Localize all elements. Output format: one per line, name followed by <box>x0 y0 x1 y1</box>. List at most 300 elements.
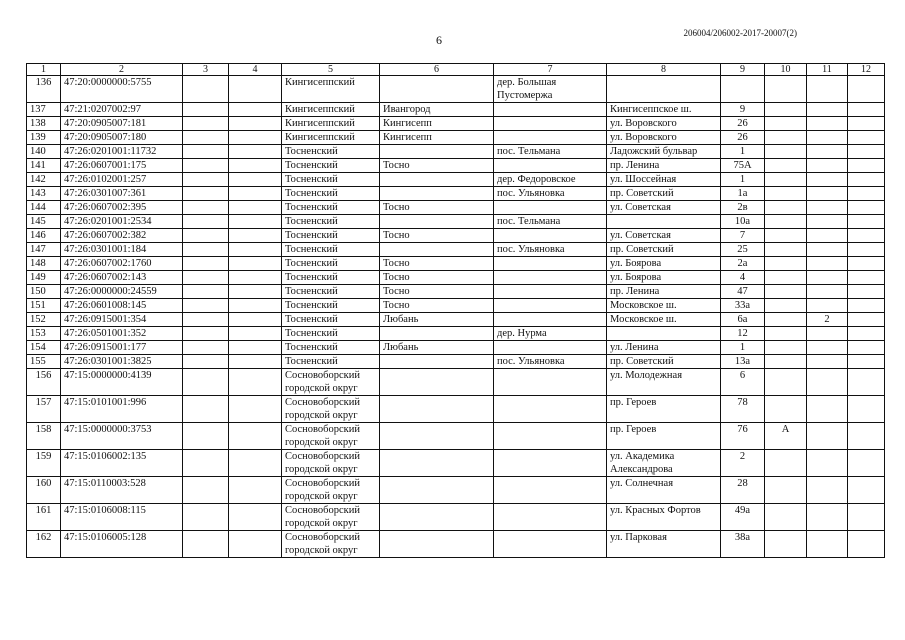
table-body <box>27 76 885 558</box>
district-cell: Кингисеппский <box>282 103 380 117</box>
cadastral-number-cell: 47:26:0915001:354 <box>61 313 183 327</box>
cell-col12-cell <box>848 76 885 103</box>
house-number-cell: 2 <box>721 450 765 477</box>
building-letter-cell <box>765 243 807 257</box>
house-number-cell: 25 <box>721 243 765 257</box>
cell-col3-cell <box>183 285 229 299</box>
street-cell: Кингисеппское ш. <box>607 103 721 117</box>
district-cell: Тосненский <box>282 243 380 257</box>
cell-col3-cell <box>183 423 229 450</box>
house-number-cell: 49а <box>721 504 765 531</box>
building-letter-cell <box>765 257 807 271</box>
cell-col12-cell <box>848 369 885 396</box>
cell-col4-cell <box>229 159 282 173</box>
street-cell: Московское ш. <box>607 313 721 327</box>
district-cell: Тосненский <box>282 229 380 243</box>
table-row <box>27 396 885 423</box>
district-cell: Тосненский <box>282 215 380 229</box>
row-number-cell: 157 <box>27 396 61 423</box>
cell-col3-cell <box>183 159 229 173</box>
cell-col12-cell <box>848 327 885 341</box>
cadastral-number-cell: 47:20:0905007:180 <box>61 131 183 145</box>
cadastral-number-cell: 47:26:0000000:24559 <box>61 285 183 299</box>
cell-col3-cell <box>183 327 229 341</box>
cell-col4-cell <box>229 355 282 369</box>
settlement-cell <box>494 117 607 131</box>
city-cell <box>380 423 494 450</box>
document-id: 206004/206002-2017-20007(2) <box>683 28 797 38</box>
row-number-cell: 139 <box>27 131 61 145</box>
city-cell: Тосно <box>380 285 494 299</box>
house-number-cell: 2в <box>721 201 765 215</box>
street-cell: пр. Советский <box>607 243 721 257</box>
city-cell: Тосно <box>380 257 494 271</box>
cell-col3-cell <box>183 131 229 145</box>
city-cell <box>380 450 494 477</box>
district-cell: Тосненский <box>282 271 380 285</box>
cell-col12-cell <box>848 477 885 504</box>
cell-col3-cell <box>183 504 229 531</box>
settlement-cell: пос. Тельмана <box>494 145 607 159</box>
row-number-cell: 146 <box>27 229 61 243</box>
cell-col4-cell <box>229 285 282 299</box>
city-cell <box>380 145 494 159</box>
row-number-cell: 138 <box>27 117 61 131</box>
cadastral-number-cell: 47:26:0501001:352 <box>61 327 183 341</box>
cell-col12-cell <box>848 173 885 187</box>
city-cell: Тосно <box>380 201 494 215</box>
settlement-cell <box>494 504 607 531</box>
city-cell <box>380 327 494 341</box>
settlement-cell <box>494 341 607 355</box>
cell-col4-cell <box>229 271 282 285</box>
row-number-cell: 149 <box>27 271 61 285</box>
street-cell <box>607 327 721 341</box>
street-cell: ул. Парковая <box>607 531 721 558</box>
building-number-cell <box>807 423 848 450</box>
settlement-cell: пос. Ульяновка <box>494 355 607 369</box>
settlement-cell: пос. Ульяновка <box>494 243 607 257</box>
settlement-cell <box>494 201 607 215</box>
table-row <box>27 215 885 229</box>
table-row <box>27 257 885 271</box>
table-row <box>27 271 885 285</box>
building-letter-cell <box>765 145 807 159</box>
column-header-5: 5 <box>282 64 380 76</box>
column-header-10: 10 <box>765 64 807 76</box>
cell-col3-cell <box>183 396 229 423</box>
house-number-cell: 33а <box>721 299 765 313</box>
building-number-cell <box>807 257 848 271</box>
building-letter-cell <box>765 103 807 117</box>
cadastral-number-cell: 47:15:0110003:528 <box>61 477 183 504</box>
cell-col4-cell <box>229 327 282 341</box>
cell-col4-cell <box>229 369 282 396</box>
house-number-cell: 38а <box>721 531 765 558</box>
cell-col12-cell <box>848 504 885 531</box>
house-number-cell: 1 <box>721 341 765 355</box>
cell-col12-cell <box>848 271 885 285</box>
cell-col3-cell <box>183 271 229 285</box>
building-number-cell <box>807 243 848 257</box>
district-cell: Тосненский <box>282 257 380 271</box>
city-cell <box>380 369 494 396</box>
table-row <box>27 313 885 327</box>
house-number-cell: 1а <box>721 187 765 201</box>
settlement-cell <box>494 450 607 477</box>
column-header-4: 4 <box>229 64 282 76</box>
city-cell: Тосно <box>380 271 494 285</box>
district-cell: Тосненский <box>282 299 380 313</box>
building-number-cell <box>807 131 848 145</box>
street-cell: ул. Боярова <box>607 271 721 285</box>
building-number-cell <box>807 117 848 131</box>
house-number-cell: 28 <box>721 477 765 504</box>
cell-col12-cell <box>848 257 885 271</box>
cell-col3-cell <box>183 173 229 187</box>
row-number-cell: 161 <box>27 504 61 531</box>
street-cell: пр. Ленина <box>607 159 721 173</box>
street-cell: ул. Советская <box>607 229 721 243</box>
cell-col12-cell <box>848 187 885 201</box>
cell-col3-cell <box>183 117 229 131</box>
city-cell: Тосно <box>380 299 494 313</box>
settlement-cell <box>494 229 607 243</box>
table-row <box>27 477 885 504</box>
cell-col4-cell <box>229 477 282 504</box>
cell-col4-cell <box>229 341 282 355</box>
cell-col12-cell <box>848 103 885 117</box>
table-row <box>27 369 885 396</box>
table-row <box>27 145 885 159</box>
building-letter-cell <box>765 396 807 423</box>
column-header-11: 11 <box>807 64 848 76</box>
row-number-cell: 144 <box>27 201 61 215</box>
cell-col4-cell <box>229 243 282 257</box>
building-letter-cell <box>765 477 807 504</box>
building-number-cell <box>807 285 848 299</box>
building-letter-cell <box>765 131 807 145</box>
cell-col4-cell <box>229 187 282 201</box>
cell-col12-cell <box>848 285 885 299</box>
building-letter-cell: А <box>765 423 807 450</box>
city-cell <box>380 187 494 201</box>
table-row <box>27 187 885 201</box>
cell-col4-cell <box>229 423 282 450</box>
row-number-cell: 136 <box>27 76 61 103</box>
row-number-cell: 156 <box>27 369 61 396</box>
street-cell: ул. Академика Александрова <box>607 450 721 477</box>
cell-col3-cell <box>183 215 229 229</box>
building-number-cell <box>807 450 848 477</box>
building-number-cell <box>807 369 848 396</box>
district-cell: Тосненский <box>282 187 380 201</box>
row-number-cell: 155 <box>27 355 61 369</box>
building-number-cell <box>807 327 848 341</box>
settlement-cell <box>494 477 607 504</box>
district-cell: Тосненский <box>282 159 380 173</box>
settlement-cell: дер. Большая Пустомержа <box>494 76 607 103</box>
table-row <box>27 504 885 531</box>
building-number-cell <box>807 504 848 531</box>
district-cell: Тосненский <box>282 355 380 369</box>
city-cell: Любань <box>380 313 494 327</box>
building-letter-cell <box>765 313 807 327</box>
district-cell: Тосненский <box>282 341 380 355</box>
street-cell: Московское ш. <box>607 299 721 313</box>
column-header-9: 9 <box>721 64 765 76</box>
column-header-6: 6 <box>380 64 494 76</box>
row-number-cell: 162 <box>27 531 61 558</box>
district-cell: Сосновоборский городской округ <box>282 396 380 423</box>
building-number-cell <box>807 477 848 504</box>
building-number-cell <box>807 187 848 201</box>
cell-col4-cell <box>229 76 282 103</box>
cell-col3-cell <box>183 355 229 369</box>
house-number-cell: 75А <box>721 159 765 173</box>
cell-col3-cell <box>183 257 229 271</box>
cell-col3-cell <box>183 201 229 215</box>
settlement-cell <box>494 285 607 299</box>
column-header-7: 7 <box>494 64 607 76</box>
row-number-cell: 137 <box>27 103 61 117</box>
house-number-cell <box>721 76 765 103</box>
cell-col3-cell <box>183 299 229 313</box>
settlement-cell: пос. Тельмана <box>494 215 607 229</box>
building-letter-cell <box>765 215 807 229</box>
city-cell <box>380 396 494 423</box>
table-row <box>27 76 885 103</box>
cell-col3-cell <box>183 313 229 327</box>
city-cell <box>380 173 494 187</box>
city-cell: Кингисепп <box>380 131 494 145</box>
row-number-cell: 158 <box>27 423 61 450</box>
building-number-cell <box>807 355 848 369</box>
cell-col4-cell <box>229 229 282 243</box>
cell-col12-cell <box>848 531 885 558</box>
cell-col12-cell <box>848 145 885 159</box>
settlement-cell: дер. Федоровское <box>494 173 607 187</box>
register-table <box>26 63 885 558</box>
cell-col4-cell <box>229 145 282 159</box>
column-header-2: 2 <box>61 64 183 76</box>
cell-col12-cell <box>848 396 885 423</box>
cell-col12-cell <box>848 299 885 313</box>
building-letter-cell <box>765 504 807 531</box>
street-cell: ул. Молодежная <box>607 369 721 396</box>
street-cell: ул. Солнечная <box>607 477 721 504</box>
city-cell: Тосно <box>380 159 494 173</box>
cell-col3-cell <box>183 243 229 257</box>
street-cell <box>607 215 721 229</box>
building-number-cell <box>807 271 848 285</box>
district-cell: Сосновоборский городской округ <box>282 450 380 477</box>
district-cell: Сосновоборский городской округ <box>282 531 380 558</box>
district-cell: Сосновоборский городской округ <box>282 423 380 450</box>
building-number-cell <box>807 159 848 173</box>
row-number-cell: 145 <box>27 215 61 229</box>
cell-col3-cell <box>183 187 229 201</box>
district-cell: Кингисеппский <box>282 76 380 103</box>
table-row <box>27 159 885 173</box>
cell-col3-cell <box>183 76 229 103</box>
cell-col3-cell <box>183 369 229 396</box>
house-number-cell: 76 <box>721 423 765 450</box>
building-letter-cell <box>765 341 807 355</box>
building-number-cell <box>807 173 848 187</box>
district-cell: Тосненский <box>282 173 380 187</box>
street-cell: ул. Боярова <box>607 257 721 271</box>
cadastral-number-cell: 47:21:0207002:97 <box>61 103 183 117</box>
column-header-12: 12 <box>848 64 885 76</box>
table-row <box>27 423 885 450</box>
cadastral-number-cell: 47:26:0301007:361 <box>61 187 183 201</box>
house-number-cell: 1 <box>721 145 765 159</box>
settlement-cell <box>494 531 607 558</box>
cadastral-number-cell: 47:15:0106005:128 <box>61 531 183 558</box>
street-cell: пр. Советский <box>607 355 721 369</box>
building-number-cell: 2 <box>807 313 848 327</box>
building-number-cell <box>807 76 848 103</box>
cadastral-number-cell: 47:26:0301001:3825 <box>61 355 183 369</box>
building-letter-cell <box>765 355 807 369</box>
settlement-cell <box>494 131 607 145</box>
cell-col12-cell <box>848 201 885 215</box>
settlement-cell <box>494 159 607 173</box>
house-number-cell: 9 <box>721 103 765 117</box>
cell-col12-cell <box>848 355 885 369</box>
cell-col4-cell <box>229 117 282 131</box>
district-cell: Кингисеппский <box>282 117 380 131</box>
building-number-cell <box>807 145 848 159</box>
cadastral-number-cell: 47:26:0201001:2534 <box>61 215 183 229</box>
cadastral-number-cell: 47:26:0915001:177 <box>61 341 183 355</box>
cell-col3-cell <box>183 145 229 159</box>
house-number-cell: 26 <box>721 131 765 145</box>
district-cell: Сосновоборский городской округ <box>282 504 380 531</box>
cell-col3-cell <box>183 450 229 477</box>
cadastral-number-cell: 47:15:0000000:3753 <box>61 423 183 450</box>
row-number-cell: 141 <box>27 159 61 173</box>
city-cell <box>380 477 494 504</box>
building-letter-cell <box>765 531 807 558</box>
settlement-cell: пос. Ульяновка <box>494 187 607 201</box>
city-cell <box>380 215 494 229</box>
street-cell: ул. Воровского <box>607 117 721 131</box>
street-cell: ул. Советская <box>607 201 721 215</box>
building-letter-cell <box>765 159 807 173</box>
settlement-cell: дер. Нурма <box>494 327 607 341</box>
house-number-cell: 12 <box>721 327 765 341</box>
table-row <box>27 229 885 243</box>
house-number-cell: 6а <box>721 313 765 327</box>
street-cell: пр. Героев <box>607 423 721 450</box>
cell-col3-cell <box>183 341 229 355</box>
building-letter-cell <box>765 229 807 243</box>
cadastral-number-cell: 47:15:0000000:4139 <box>61 369 183 396</box>
cadastral-number-cell: 47:26:0607001:175 <box>61 159 183 173</box>
district-cell: Тосненский <box>282 313 380 327</box>
street-cell: пр. Ленина <box>607 285 721 299</box>
house-number-cell: 10а <box>721 215 765 229</box>
cadastral-number-cell: 47:26:0607002:382 <box>61 229 183 243</box>
cell-col4-cell <box>229 504 282 531</box>
row-number-cell: 148 <box>27 257 61 271</box>
cell-col12-cell <box>848 313 885 327</box>
cell-col4-cell <box>229 531 282 558</box>
cadastral-number-cell: 47:15:0106002:135 <box>61 450 183 477</box>
street-cell: ул. Ленина <box>607 341 721 355</box>
cell-col3-cell <box>183 531 229 558</box>
street-cell: ул. Воровского <box>607 131 721 145</box>
cell-col4-cell <box>229 215 282 229</box>
settlement-cell <box>494 369 607 396</box>
cadastral-number-cell: 47:20:0000000:5755 <box>61 76 183 103</box>
table-row <box>27 173 885 187</box>
building-letter-cell <box>765 117 807 131</box>
city-cell <box>380 355 494 369</box>
building-number-cell <box>807 396 848 423</box>
building-letter-cell <box>765 327 807 341</box>
cadastral-number-cell: 47:26:0201001:11732 <box>61 145 183 159</box>
cell-col12-cell <box>848 117 885 131</box>
street-cell: Ладожский бульвар <box>607 145 721 159</box>
cell-col4-cell <box>229 396 282 423</box>
district-cell: Сосновоборский городской округ <box>282 477 380 504</box>
page-number: 6 <box>436 33 442 47</box>
building-letter-cell <box>765 369 807 396</box>
cell-col12-cell <box>848 450 885 477</box>
row-number-cell: 147 <box>27 243 61 257</box>
house-number-cell: 6 <box>721 369 765 396</box>
table-row <box>27 355 885 369</box>
district-cell: Тосненский <box>282 145 380 159</box>
city-cell <box>380 531 494 558</box>
building-letter-cell <box>765 187 807 201</box>
building-number-cell <box>807 201 848 215</box>
street-cell: пр. Героев <box>607 396 721 423</box>
table-row <box>27 531 885 558</box>
row-number-cell: 152 <box>27 313 61 327</box>
cell-col12-cell <box>848 423 885 450</box>
cadastral-number-cell: 47:26:0301001:184 <box>61 243 183 257</box>
table-row <box>27 243 885 257</box>
district-cell: Тосненский <box>282 285 380 299</box>
column-header-3: 3 <box>183 64 229 76</box>
district-cell: Сосновоборский городской округ <box>282 369 380 396</box>
street-cell <box>607 76 721 103</box>
row-number-cell: 154 <box>27 341 61 355</box>
building-number-cell <box>807 229 848 243</box>
cadastral-number-cell: 47:26:0607002:1760 <box>61 257 183 271</box>
cell-col4-cell <box>229 173 282 187</box>
row-number-cell: 142 <box>27 173 61 187</box>
cadastral-number-cell: 47:26:0607002:143 <box>61 271 183 285</box>
row-number-cell: 160 <box>27 477 61 504</box>
cadastral-number-cell: 47:15:0101001:996 <box>61 396 183 423</box>
building-letter-cell <box>765 173 807 187</box>
cadastral-number-cell: 47:26:0601008:145 <box>61 299 183 313</box>
table-row <box>27 450 885 477</box>
row-number-cell: 153 <box>27 327 61 341</box>
house-number-cell: 13а <box>721 355 765 369</box>
building-letter-cell <box>765 285 807 299</box>
city-cell <box>380 243 494 257</box>
district-cell: Тосненский <box>282 201 380 215</box>
cell-col12-cell <box>848 243 885 257</box>
city-cell <box>380 504 494 531</box>
settlement-cell <box>494 271 607 285</box>
